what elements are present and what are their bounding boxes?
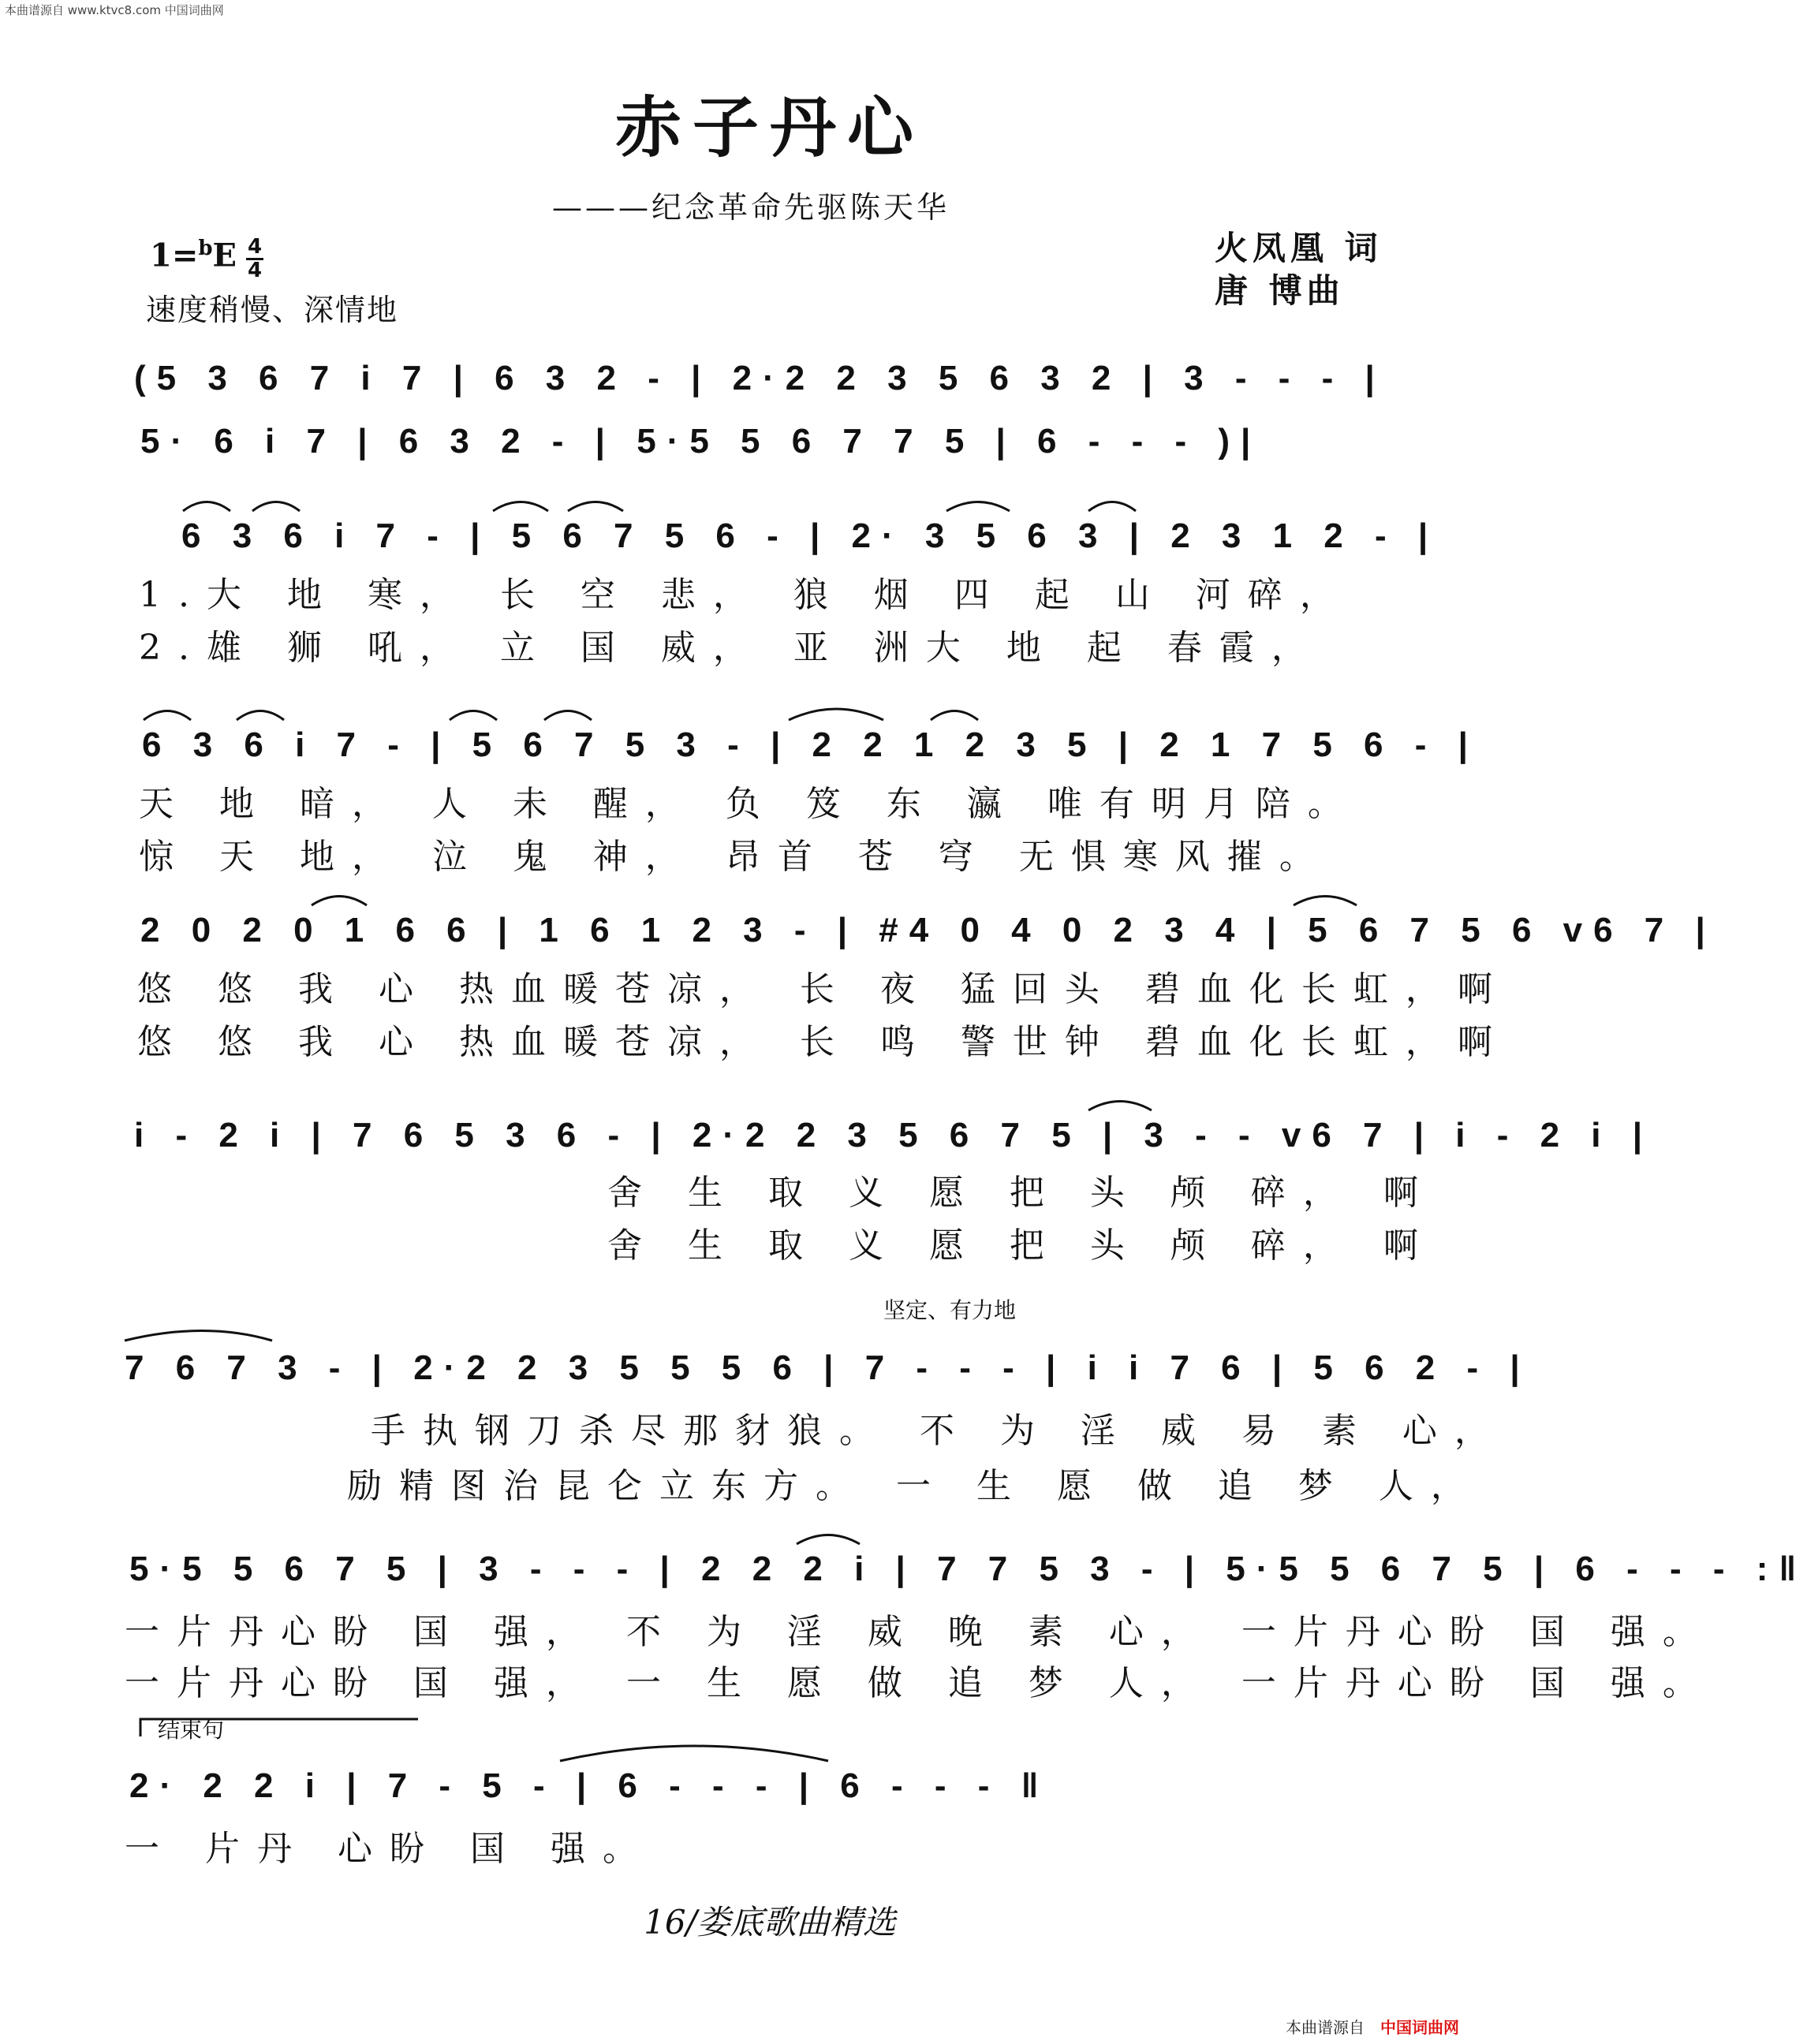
slur-mark — [568, 502, 623, 512]
key-prefix: 1= — [150, 237, 199, 274]
slur-mark — [544, 711, 592, 721]
lyric-line-6a: 舍 生 取 义 愿 把 头 颅 碎， 啊 — [607, 1173, 1436, 1213]
lyric-line-3a: 1.大 地 寒， 长 空 悲， 狼 烟 四 起 山 河碎， — [139, 575, 1352, 615]
key-note: E — [212, 237, 237, 274]
watermark-top: 本曲谱源自 www.ktvc8.com 中国词曲网 — [5, 3, 224, 17]
lyric-line-4b: 惊 天 地， 泣 鬼 神， 昂首 苍 穹 无惧寒风摧。 — [139, 837, 1331, 877]
lyric-line-7b: 励精图治昆仑立东方。 一 生 愿 做 追 梦 人， — [347, 1466, 1483, 1506]
watermark-bottom-left: 本曲谱源自 — [1286, 2018, 1365, 2037]
lyricist-credit: 火凤凰 词 — [1215, 229, 1383, 267]
song-title: 赤子丹心 — [614, 88, 924, 166]
ending-bracket — [140, 1719, 418, 1736]
watermark-bottom-right: 中国词曲网 — [1380, 2018, 1459, 2037]
staff-line-9: 2· 2 2 i | 7 - 5 - | 6 - - - | 6 - - - ‖ — [129, 1766, 1050, 1805]
lyric-line-5b: 悠 悠 我 心 热血暖苍凉， 长 鸣 警世钟 碧血化长虹，啊 — [137, 1022, 1510, 1062]
slur-mark — [125, 1331, 272, 1341]
lyric-line-8a: 一片丹心盼 国 强， 不 为 淫 威 晚 素 心， 一片丹心盼 国 强。 — [125, 1612, 1715, 1652]
lyric-line-9a: 一 片丹 心盼 国 强。 — [125, 1829, 655, 1869]
slur-mark — [1088, 502, 1136, 512]
lyric-line-3b: 2.雄 狮 吼， 立 国 威， 亚 洲大 地 起 春霞， — [139, 628, 1324, 668]
slur-mark — [144, 711, 191, 721]
slur-mark — [1088, 1102, 1152, 1111]
lyric-line-4a: 天 地 暗， 人 未 醒， 负 笈 东 瀛 唯有明月陪。 — [139, 784, 1360, 824]
staff-line-3: 6 3 6 i 7 - | 5 6 7 5 6 - | 2· 3 5 6 3 | 2 3 1 2 - | — [181, 517, 1439, 555]
staff-line-6: i - 2 i | 7 6 5 3 6 - | 2·2 2 3 5 6 7 5 | 3 - - v6 7 | i - 2 i | — [134, 1116, 1654, 1154]
staff-line-5: 2 0 2 0 1 6 6 | 1 6 1 2 3 - | #4 0 4 0 2 3 4 | 5 6 7 5 6 v6 7 | — [140, 911, 1716, 949]
slur-mark — [183, 502, 230, 512]
slur-mark — [312, 897, 367, 906]
song-subtitle: ———纪念革命先驱陈天华 — [552, 190, 950, 225]
flat-sign: b — [198, 237, 213, 260]
slur-mark — [946, 502, 1010, 512]
ending-label: 结束句 — [158, 1717, 225, 1743]
staff-line-1: (5 3 6 7 i 7 | 6 3 2 - | 2·2 2 3 5 6 3 2 | 3 - - - | — [134, 359, 1386, 397]
slur-mark — [252, 502, 300, 512]
tempo-marking: 速度稍慢、深情地 — [146, 293, 399, 327]
slur-mark — [797, 1535, 860, 1545]
staff-line-4: 6 3 6 i 7 - | 5 6 7 5 3 - | 2 2 1 2 3 5 | 2 1 7 5 6 - | — [142, 725, 1479, 764]
slur-mark — [1294, 897, 1357, 906]
lyric-line-7a: 手执钢刀杀尽那豺狼。 不 为 淫 威 易 素 心， — [371, 1411, 1506, 1451]
staff-line-8: 5·5 5 6 7 5 | 3 - - - | 2 2 2 i | 7 7 5 3 - | 5·5 5 6 7 5 | 6 - - - :‖ — [129, 1550, 1807, 1588]
slur-mark — [237, 711, 284, 721]
staff-line-7: 7 6 7 3 - | 2·2 2 3 5 5 5 6 | 7 - - - | i i 7 6 | 5 6 2 - | — [125, 1348, 1531, 1387]
slur-mark — [450, 711, 497, 721]
lyric-line-6b: 舍 生 取 义 愿 把 头 颅 碎， 啊 — [607, 1225, 1436, 1266]
lyric-line-5a: 悠 悠 我 心 热血暖苍凉， 长 夜 猛回头 碧血化长虹，啊 — [137, 969, 1510, 1009]
meter-bottom: 4 — [247, 259, 263, 282]
slur-mark — [931, 711, 978, 721]
meter-top: 4 — [247, 235, 263, 259]
staff-line-2: 5· 6 i 7 | 6 3 2 - | 5·5 5 6 7 7 5 | 6 - - - )| — [140, 422, 1262, 461]
lyric-line-8b: 一片丹心盼 国 强， 一 生 愿 做 追 梦 人， 一片丹心盼 国 强。 — [125, 1663, 1715, 1703]
page-footer: 16/娄底歌曲精选 — [644, 1903, 896, 1941]
expression-marking: 坚定、有力地 — [883, 1297, 1017, 1323]
slur-mark — [789, 709, 883, 720]
slur-mark — [493, 502, 548, 512]
slur-mark — [560, 1746, 828, 1761]
composer-credit: 唐 博曲 — [1215, 271, 1345, 310]
